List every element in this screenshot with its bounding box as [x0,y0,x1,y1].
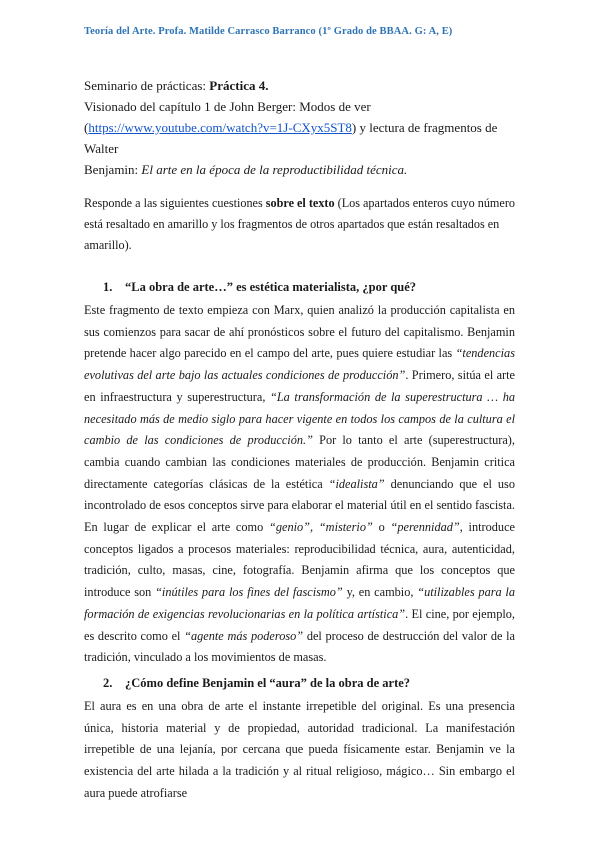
book-title: El arte en la época de la reproductibilidad técnica. [141,162,408,177]
question-1-title: “La obra de arte…” es estética materialista, ¿por qué? [125,280,417,294]
question-2-heading [103,676,410,691]
text-run: “tendencias evolutivas del arte bajo las actuales condiciones de producción” [84,346,515,383]
text-run: denunciando que el uso incontrolado de esos conceptos sirve para elaborar el material útil en el sentido fascista. En lugar de explicar el arte como [84,476,515,535]
question-1-number: 1. [103,280,113,294]
answer-1 [84,300,515,669]
after-link-text: ) y lectura de fragmentos de Walter [84,120,498,156]
page-header: Teoría del Arte. Profa. Matilde Carrasco Barranco (1º Grado de BBAA. G: A, E) [84,26,453,37]
text-run: o [372,520,391,535]
text-run: , introduce conceptos ligados a procesos materiales: reproducibilidad técnica, aura, autenticidad, tradición, culto, masas, cine, fotografía. Benjamin afirma que los conceptos que introduce son [84,520,515,600]
paren-open: ( [84,120,89,135]
text-run: . Primero, sitúa el arte en infraestructura y superestructura, [84,368,515,404]
text-run: Este fragmento de texto empieza con Marx, quien analizó la producción capitalista en sus comienzos para sacar de ahí pronósticos sobre el futuro del capitalismo. Benjamin pretende hacer algo parecido en el campo del arte, pues quiere estudiar las [84,303,515,361]
task-instructions [84,193,516,256]
question-2-number: 2. [103,676,113,690]
text-run: “genio” [269,520,311,535]
text-run: “agente más poderoso” [184,628,304,643]
text-run: , [310,520,319,535]
task-text-2: (Los apartados enteros cuyo número está resaltado en amarillo y los fragmentos de otros apartados que están resaltados en amarillo). [84,196,515,252]
intro-block [84,75,524,180]
seminar-label: Seminario de prácticas: [84,78,210,93]
text-run: del proceso de destrucción del valor de la tradición, vinculado a los movimientos de masas. [84,628,515,665]
question-1-heading [103,280,416,295]
text-run: “utilizables para la formación de exigencias revolucionarias en la política artística” [84,585,515,621]
question-2-title: ¿Cómo define Benjamin el “aura” de la obra de arte? [125,676,411,690]
answer-2-text: El aura es en una obra de arte el instante irrepetible del original. Es una presencia única, historia material y de propiedad, autoridad tradicional. La manifestación irrepetible de una lejanía, por cercana que pueda físicamente estar. Benjamin ve la existencia del arte hilada a la tradición y al ritual religioso, mágico… Sin embargo el aura puede atrofiarse [84,699,515,800]
seminar-line [84,75,524,96]
youtube-link[interactable]: https://www.youtube.com/watch?v=1J-CXyx5ST8 [88,120,352,135]
text-run: “idealista” [328,476,385,491]
text-run: “inútiles para los fines del fascismo” [155,585,343,600]
answer-2 [84,696,515,805]
practice-title: Práctica 4. [209,78,269,93]
text-run: “La transformación de la superestructura … ha necesitado más de medio siglo para hacer vigente en todos los campos de la cultura el cambio de las condiciones de producción.” [84,389,515,448]
task-text-1: Responde a las siguientes cuestiones [84,196,266,210]
text-run: Por lo tanto el arte (superestructura), cambia cuando cambian las condiciones materiales de producción. Benjamin critica directamente categorías clásicas de la estética [84,433,515,491]
viewing-line: Visionado del capítulo 1 de John Berger: Modos de ver [84,99,371,114]
link-line [84,117,524,159]
book-line [84,159,524,180]
author-label: Benjamin: [84,162,142,177]
text-run: . El cine, por ejemplo, es descrito como el [84,606,515,643]
text-run: y, en cambio, [342,585,418,600]
text-run: “perennidad” [390,520,460,535]
text-run: “misterio” [318,520,373,535]
task-text-bold: sobre el texto [265,196,335,210]
